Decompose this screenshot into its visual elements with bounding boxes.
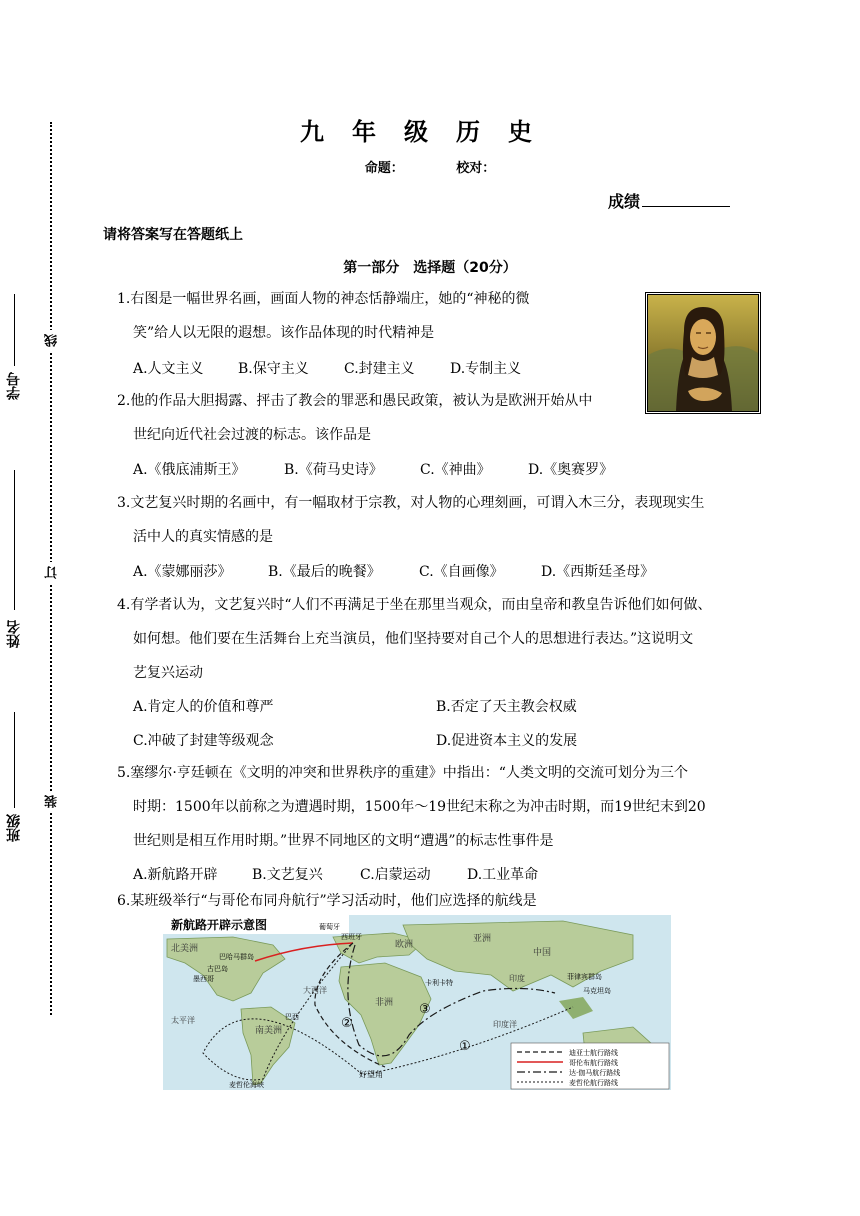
question-4-line-1: 4.有学者认为，文艺复兴时“人们不再满足于坐在那里当观众，而由皇帝和教皇告诉他们如何做、 (117, 597, 712, 613)
legend-columbus: 哥伦布航行路线 (569, 1059, 618, 1067)
question-2-option-b: B.《荷马史诗》 (284, 462, 383, 478)
question-3-option-a: A.《蒙娜丽莎》 (133, 564, 232, 580)
label-china: 中国 (533, 948, 552, 958)
question-4-line-2: 如何想。他们要在生活舞台上充当演员，他们坚持要对自己个人的思想进行表达。”这说明文 (133, 631, 694, 647)
binding-mark-order: 订 (43, 562, 62, 583)
map-title: 新航路开辟示意图 (171, 918, 268, 932)
question-3-line-1: 3.文艺复兴时期的名画中，有一幅取材于宗教，对人物的心理刻画，可谓入木三分，表现现实生 (117, 495, 705, 511)
label-india: 印度 (509, 974, 525, 983)
instruction-text: 请将答案写在答题纸上 (103, 227, 243, 243)
question-5-option-a: A.新航路开辟 (133, 867, 218, 883)
question-1-option-b: B.保守主义 (238, 361, 309, 377)
route-marker-2: ② (341, 1016, 353, 1031)
label-africa: 非洲 (375, 998, 394, 1008)
legend-magellan: 麦哲伦航行路线 (569, 1079, 618, 1087)
label-mactan: 马克坦岛 (583, 987, 611, 995)
reviewer-label: 校对： (456, 161, 496, 176)
page-title: 九年级历史 (300, 118, 560, 146)
label-north-america: 北美洲 (171, 944, 199, 954)
score-label: 成绩 (608, 192, 641, 211)
question-2-option-d: D.《奥赛罗》 (528, 462, 614, 478)
question-6-line-1: 6.某班级举行“与哥伦布同舟航行”学习活动时，他们应选择的航线是 (117, 893, 537, 909)
question-3-option-c: C.《自画像》 (419, 564, 504, 580)
mona-lisa-image (645, 292, 761, 414)
score-field (608, 189, 730, 212)
label-magellan-strait: 麦哲伦海峡 (229, 1081, 264, 1089)
label-south-america: 南美洲 (255, 1026, 283, 1036)
label-cape-of-good-hope: 好望角 (359, 1070, 383, 1079)
label-cuba: 古巴岛 (207, 965, 228, 973)
legend-da-gama: 达·伽马航行路线 (569, 1069, 621, 1077)
legend-dias: 迪亚士航行路线 (569, 1049, 618, 1057)
question-3-option-d: D.《西斯廷圣母》 (541, 564, 655, 580)
question-4-line-3: 艺复兴运动 (133, 665, 203, 681)
question-5-line-1: 5.塞缪尔·亨廷顿在《文明的冲突和世界秩序的重建》中指出：“人类文明的交流可划分为三个 (117, 765, 688, 781)
name-blank (14, 470, 15, 610)
new-route-map (163, 915, 671, 1090)
label-atlantic: 大西洋 (303, 986, 327, 995)
student-id-label: 学号 (6, 372, 22, 400)
label-pacific: 太平洋 (171, 1016, 195, 1025)
question-5-option-d: D.工业革命 (467, 867, 539, 883)
label-philippines: 菲律宾群岛 (567, 973, 602, 981)
class-blank (14, 712, 15, 808)
route-marker-3: ③ (419, 1002, 431, 1017)
question-5-line-3: 世纪则是相互作用时期。”世界不同地区的文明“遭遇”的标志性事件是 (133, 833, 554, 849)
question-5-option-b: B.文艺复兴 (252, 867, 323, 883)
binding-mark-line: 线 (43, 330, 62, 351)
question-2-line-1: 2.他的作品大胆揭露、抨击了教会的罪恶和愚民政策，被认为是欧洲开始从中 (117, 393, 593, 409)
label-indian-ocean: 印度洋 (493, 1020, 517, 1029)
label-asia: 亚洲 (473, 934, 492, 944)
question-4-option-c: C.冲破了封建等级观念 (133, 733, 274, 749)
label-brazil: 巴西 (285, 1013, 299, 1021)
question-4-option-d: D.促进资本主义的发展 (436, 733, 578, 749)
label-calicut: 卡利卡特 (425, 979, 453, 987)
question-5-option-c: C.启蒙运动 (360, 867, 431, 883)
question-1-line-1: 1.右图是一幅世界名画，画面人物的神态恬静端庄，她的“神秘的微 (117, 291, 530, 307)
label-portugal: 葡萄牙 (319, 923, 340, 931)
route-marker-1: ① (459, 1039, 471, 1054)
section-title: 第一部分 选择题（20分） (343, 260, 517, 276)
label-europe: 欧洲 (395, 940, 414, 950)
question-1-option-d: D.专制主义 (450, 361, 522, 377)
student-id-blank (14, 294, 15, 366)
question-1-option-c: C.封建主义 (344, 361, 415, 377)
question-2-option-c: C.《神曲》 (420, 462, 491, 478)
question-5-line-2: 时期：1500年以前称之为遭遇时期，1500年～19世纪末称之为冲击时期，而19世纪末到20 (133, 799, 706, 815)
class-label: 班级 (6, 814, 22, 842)
question-4-option-b: B.否定了天主教会权威 (436, 699, 577, 715)
label-spain: 西班牙 (341, 933, 362, 941)
question-2-line-2: 世纪向近代社会过渡的标志。该作品是 (133, 427, 371, 443)
question-1-option-a: A.人文主义 (133, 361, 204, 377)
label-mexico: 墨西哥 (193, 975, 214, 983)
question-3-option-b: B.《最后的晚餐》 (268, 564, 381, 580)
question-1-line-2: 笑”给人以无限的遐想。该作品体现的时代精神是 (133, 325, 435, 341)
score-blank[interactable] (642, 192, 730, 207)
question-2-option-a: A.《俄底浦斯王》 (133, 462, 246, 478)
question-3-line-2: 活中人的真实情感的是 (133, 529, 273, 545)
question-4-option-a: A.肯定人的价值和尊严 (133, 699, 274, 715)
label-bahamas: 巴哈马群岛 (219, 953, 254, 961)
name-label: 姓名 (6, 620, 22, 648)
meta-row (0, 157, 860, 176)
binding-mark-bind: 装 (43, 791, 62, 812)
proposer-label: 命题： (364, 161, 404, 176)
